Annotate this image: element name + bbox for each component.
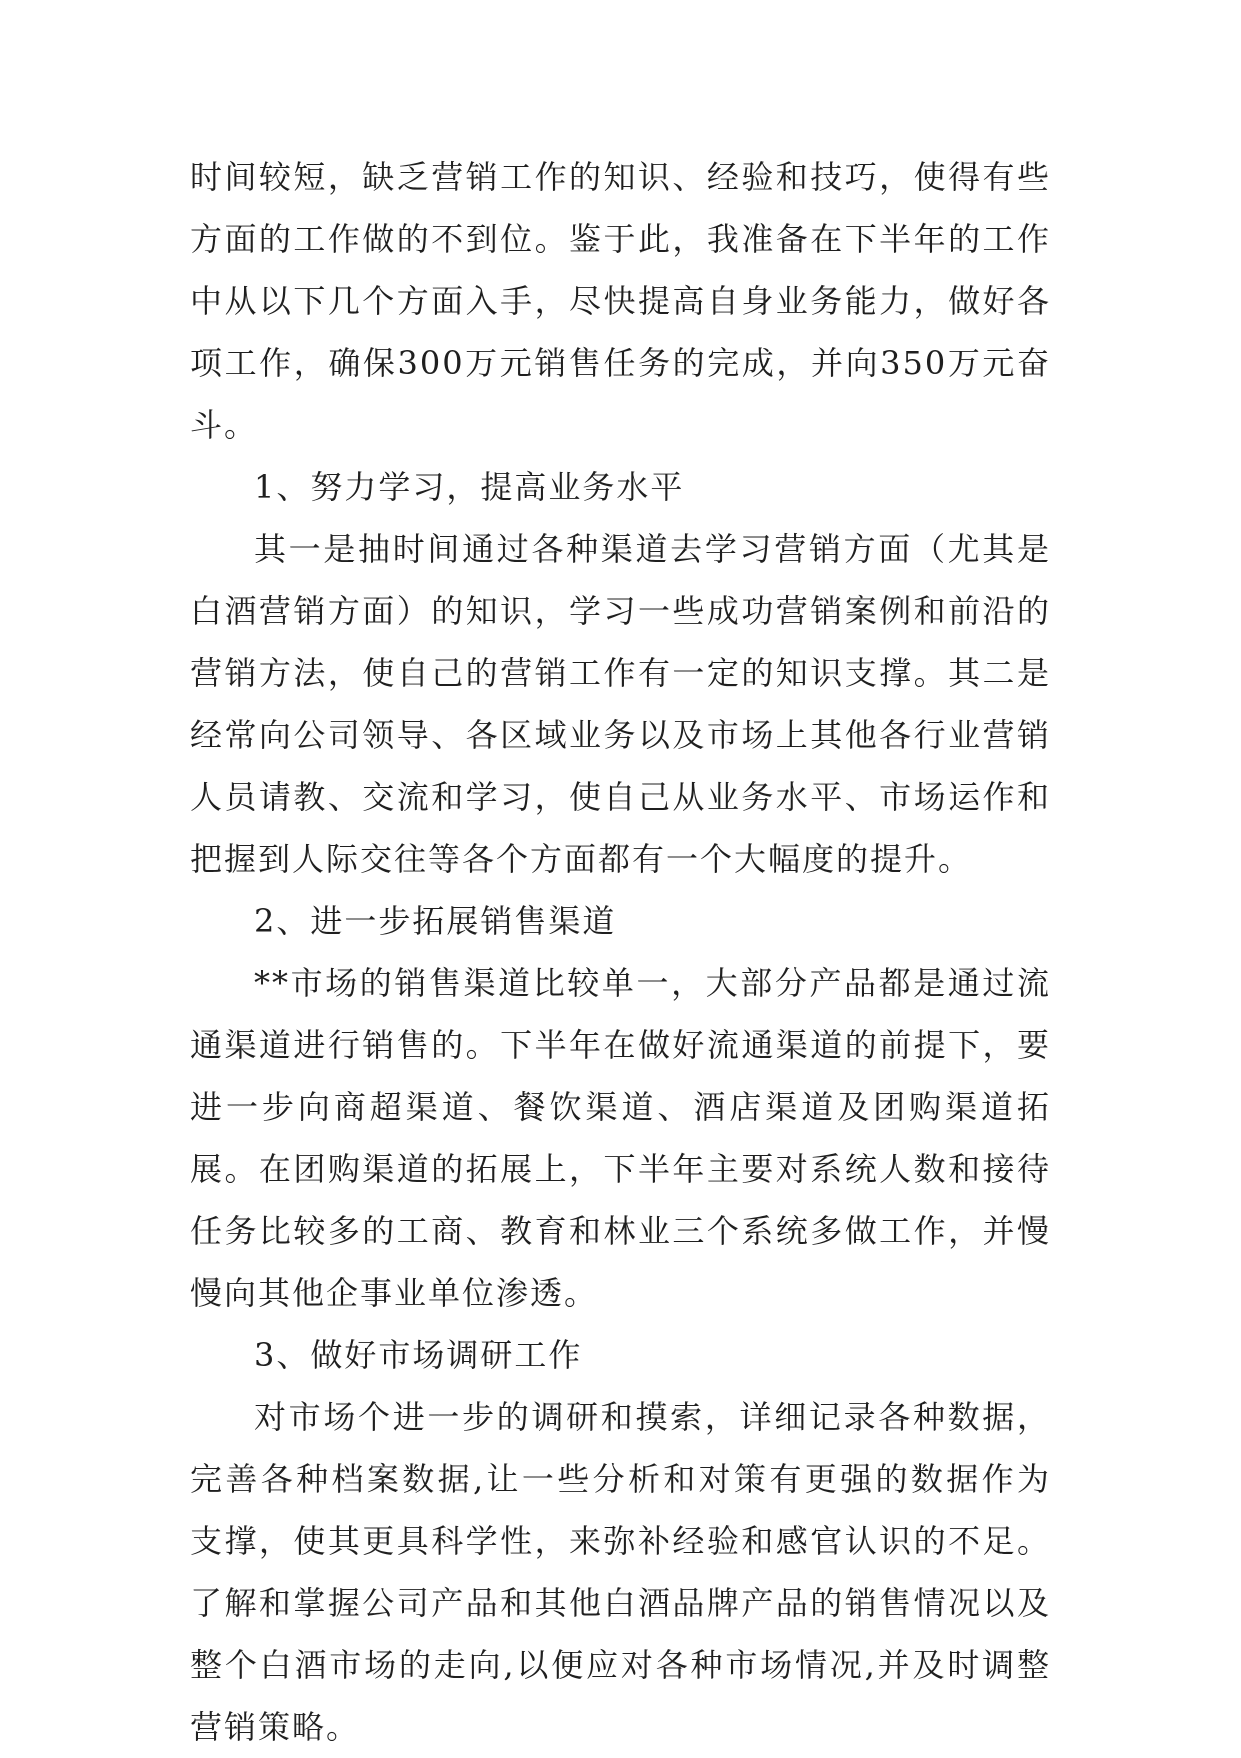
paragraph-continuation: 时间较短，缺乏营销工作的知识、经验和技巧，使得有些方面的工作做的不到位。鉴于此，我准备在下半年的工作中从以下几个方面入手，尽快提高自身业务能力，做好各项工作，确保300万元销售任务的完成，并向350万元奋斗。: [190, 158, 1051, 444]
paragraph-channels: **市场的销售渠道比较单一，大部分产品都是通过流通渠道进行销售的。下半年在做好流通渠道的前提下，要进一步向商超渠道、餐饮渠道、酒店渠道及团购渠道拓展。在团购渠道的拓展上，下半年主要对系统人数和接待任务比较多的工商、教育和林业三个系统多做工作，并慢慢向其他企事业单位渗透。: [190, 964, 1051, 1312]
paragraph-study: 其一是抽时间通过各种渠道去学习营销方面（尤其是白酒营销方面）的知识，学习一些成功营销案例和前沿的营销方法，使自己的营销工作有一定的知识支撑。其二是经常向公司领导、各区域业务以及市场上其他各行业营销人员请教、交流和学习，使自己从业务水平、市场运作和把握到人际交往等各个方面都有一个大幅度的提升。: [190, 530, 1051, 878]
document-body: [190, 146, 1051, 1758]
heading-2-channels: 2、进一步拓展销售渠道: [254, 902, 617, 940]
heading-1-study: 1、努力学习，提高业务水平: [254, 468, 685, 506]
heading-3-research: 3、做好市场调研工作: [254, 1336, 583, 1374]
paragraph-research: 对市场个进一步的调研和摸索，详细记录各种数据，完善各种档案数据,让一些分析和对策有更强的数据作为支撑，使其更具科学性，来弥补经验和感官认识的不足。了解和掌握公司产品和其他白酒品牌产品的销售情况以及整个白酒市场的走向,以便应对各种市场情况,并及时调整营销策略。: [190, 1398, 1051, 1746]
